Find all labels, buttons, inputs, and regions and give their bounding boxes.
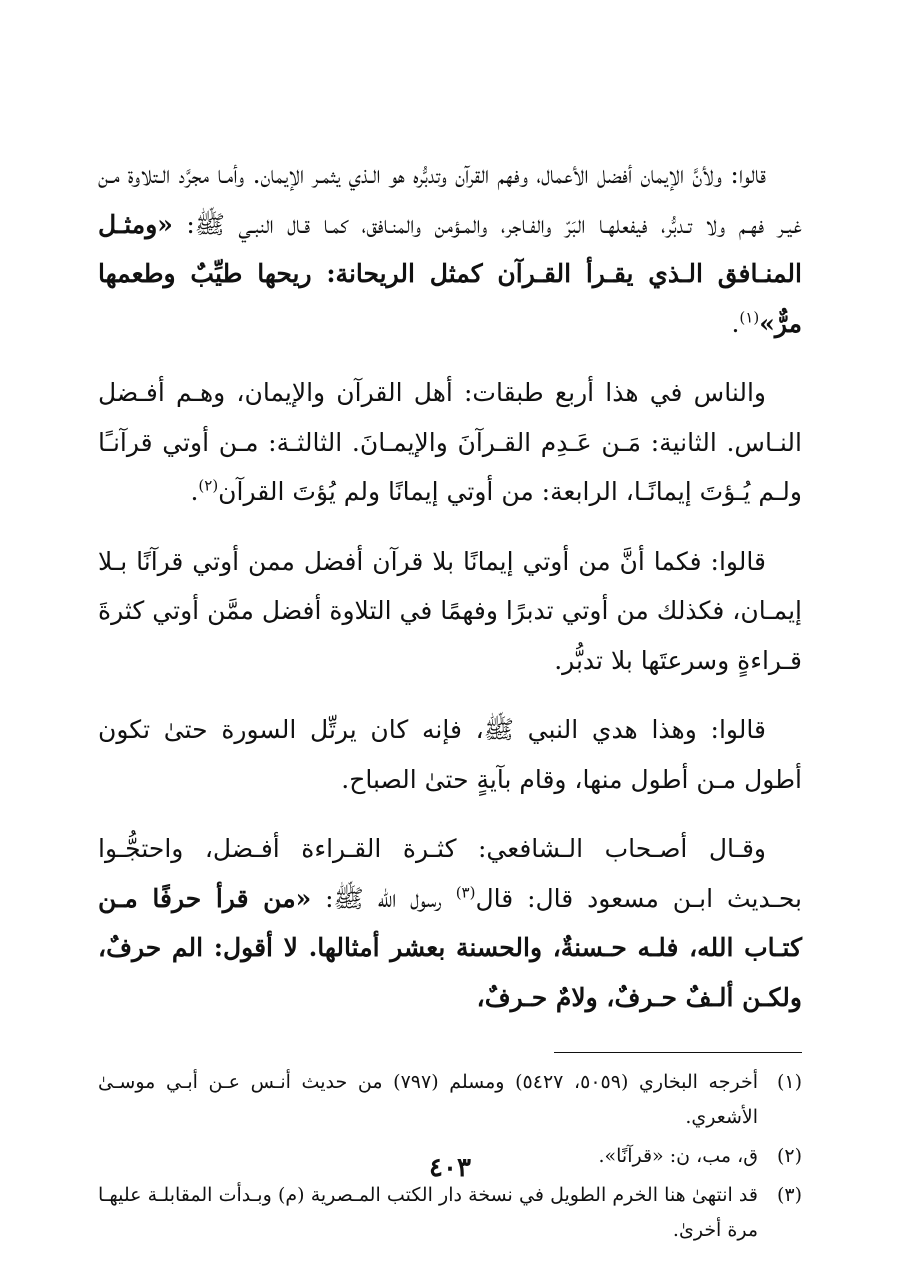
paragraph-5-text: وقـال أصـحاب الـشافعي: كثـرة القـراءة أفـضل، واحتجُّـوا بحـديث ابـن مسعود قال: قال: [98, 834, 802, 913]
footnote-1-number: (١): [776, 1071, 802, 1093]
footnote-2-text: ق، مب، ن: «قرآنًا».: [598, 1145, 758, 1167]
footnote-1: [98, 1065, 802, 1135]
footnote-2-number: (٢): [776, 1145, 802, 1167]
paragraph-1-end: .: [731, 308, 740, 338]
hadith-quote-2: «من قرأ حرفًا مـن كتـاب الله، فلـه حـسنةٌ، والحسنة بعشر أمثالها. لا أقول: الم حرفٌ، ولكـن ألـفٌ حـرفٌ، ولامٌ حـرفٌ،: [98, 883, 802, 1012]
footnote-ref-3[interactable]: (٣): [455, 883, 476, 902]
paragraph-3: [98, 537, 802, 686]
hadith-quote-1: «ومثـل المنـافق الـذي يقـرأ القـرآن كمثل الريحانة: ريحها طيِّبٌ وطعمها مرٌّ»: [98, 209, 802, 338]
footnote-1-text: أخرجه البخاري (٥٠٥٩، ٥٤٢٧) ومسلم (٧٩٧) من حديث أنـس عـن أبـي موسـىٰ الأشعري.: [98, 1071, 758, 1128]
paragraph-1: [98, 150, 802, 348]
paragraph-2: [98, 368, 802, 517]
paragraph-2-text: والناس في هذا أربع طبقات: أهل القرآن والإيمان، وهـم أفـضل النـاس. الثانية: مَـن عَـدِم القـرآنَ والإيمـانَ. الثالثـة: مـن أوتي قرآنـًا ولـم يُـؤتَ إيمانًـا، الرابعة: من أوتي إيمانًا ولم يُؤتَ القرآن: [98, 378, 802, 506]
paragraph-2-end: .: [190, 477, 199, 506]
footnote-ref-2[interactable]: (٢): [198, 476, 219, 495]
paragraph-4: [98, 705, 802, 804]
paragraph-5: [98, 824, 802, 1022]
page-number: ٤٠٣: [429, 1153, 471, 1183]
footnote-ref-1[interactable]: (١): [739, 308, 760, 327]
footnote-3-number: (٣): [776, 1184, 802, 1206]
paragraph-5-mid: رسول الله ﷺ:: [311, 883, 456, 913]
footnote-3: [98, 1178, 802, 1248]
footnote-3-text: قد انتهىٰ هنا الخرم الطويل في نسخة دار الكتب المـصرية (م) وبـدأت المقابلـة عليهـا مرة أخرىٰ.: [98, 1184, 758, 1241]
paragraph-4-text: قالوا: وهذا هدي النبي ﷺ، فإنه كان يرتِّل السورة حتىٰ تكون أطول مـن أطول منها، وقام بآيةٍ حتىٰ الصباح.: [98, 715, 802, 794]
footnote-divider: [554, 1052, 802, 1053]
paragraph-1-text: قالوا: ولأنَّ الإيمان أفضل الأعمال، وفهم القرآن وتدبُّره هو الـذي يثمـر الإيمان. وأمـا مجرَّد الـتلاوة مـن غيـر فهـم ولا تـدبُّر، فيفعلهـا البَرّ والفـاجر، والمـؤمن والمنـافق، كمـا قـال النبـي ﷺ:: [98, 160, 802, 239]
paragraph-3-text: قالوا: فكما أنَّ من أوتي إيمانًا بلا قرآن أفضل ممن أوتي قرآنًا بـلا إيمـان، فكذلك من أوتي تدبرًا وفهمًا في التلاوة أفضل ممَّن أوتي كثرةَ قـراءةٍ وسرعتَها بلا تدبُّر.: [98, 546, 802, 675]
